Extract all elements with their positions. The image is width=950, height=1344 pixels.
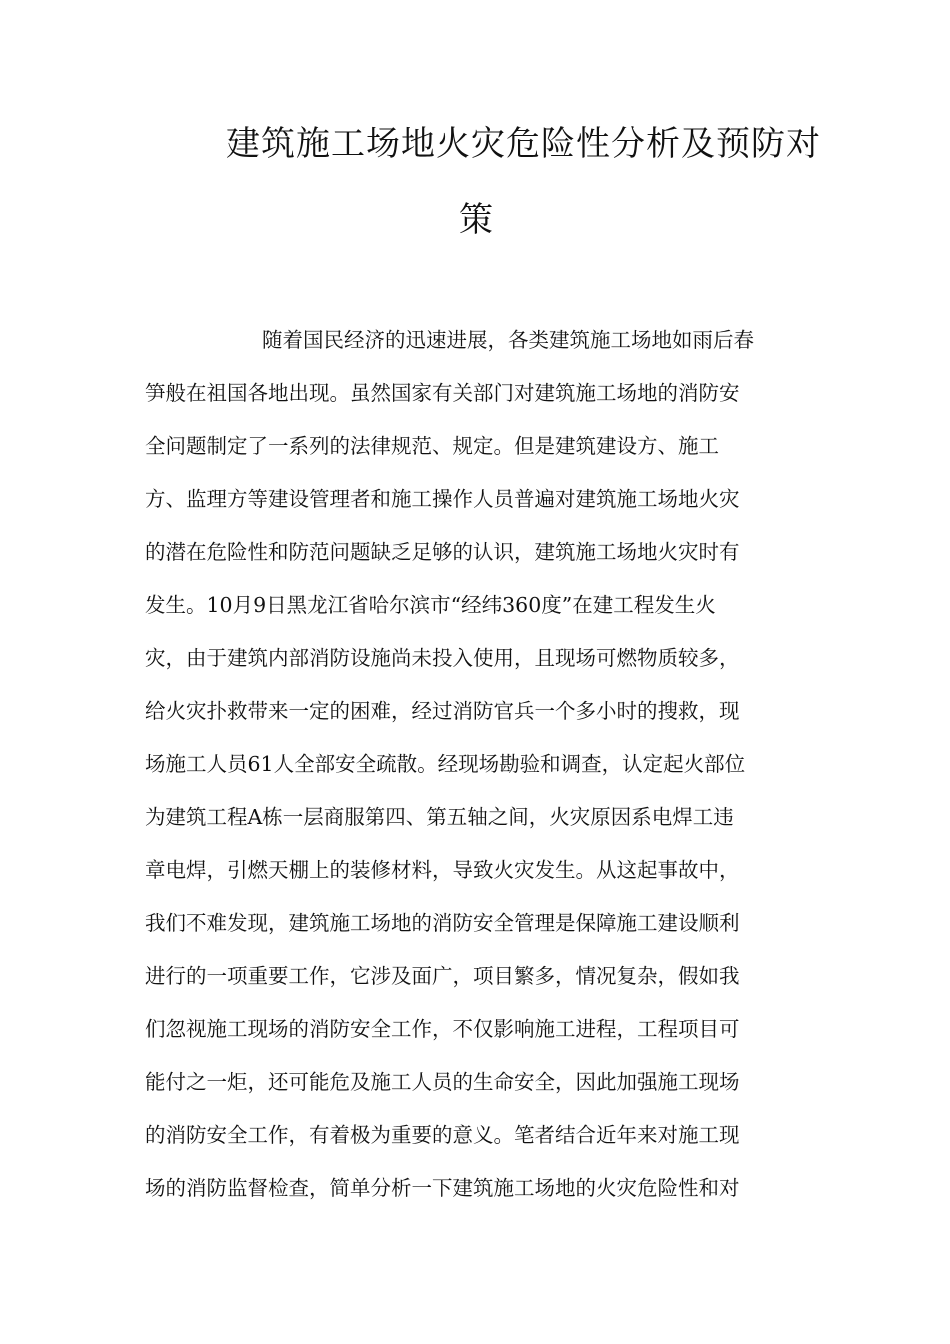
paragraph-line-13: 进行的一项重要工作，它涉及面广，项目繁多，情况复杂，假如我 [145, 964, 740, 988]
paragraph-line-17: 场的消防监督检查，简单分析一下建筑施工场地的火灾危险性和对 [145, 1176, 740, 1200]
paragraph-line-10: 为建筑工程A栋一层商服第四、第五轴之间，火灾原因系电焊工违 [145, 805, 734, 829]
paragraph-line-5: 的潜在危险性和防范问题缺乏足够的认识，建筑施工场地火灾时有 [145, 540, 740, 564]
paragraph-line-2: 笋般在祖国各地出现。虽然国家有关部门对建筑施工场地的消防安 [145, 381, 740, 405]
paragraph-line-9: 场施工人员61人全部安全疏散。经现场勘验和调查，认定起火部位 [145, 752, 746, 776]
document-title-line-1: 建筑施工场地火灾危险性分析及预防对 [226, 124, 821, 164]
paragraph-line-14: 们忽视施工现场的消防安全工作，不仅影响施工进程，工程项目可 [145, 1017, 740, 1041]
paragraph-line-6: 发生。10月9日黑龙江省哈尔滨市“经纬360度”在建工程发生火 [145, 593, 716, 617]
paragraph-line-7: 灾，由于建筑内部消防设施尚未投入使用，且现场可燃物质较多， [145, 646, 740, 670]
paragraph-line-4: 方、监理方等建设管理者和施工操作人员普遍对建筑施工场地火灾 [145, 487, 740, 511]
paragraph-line-8: 给火灾扑救带来一定的困难，经过消防官兵一个多小时的搜救，现 [145, 699, 740, 723]
paragraph-line-11: 章电焊，引燃天棚上的装修材料，导致火灾发生。从这起事故中， [145, 858, 740, 882]
paragraph-line-12: 我们不难发现，建筑施工场地的消防安全管理是保障施工建设顺利 [145, 911, 740, 935]
document-title-line-2: 策 [459, 200, 494, 240]
paragraph-line-1: 随着国民经济的迅速进展，各类建筑施工场地如雨后春 [262, 328, 754, 352]
paragraph-line-16: 的消防安全工作，有着极为重要的意义。笔者结合近年来对施工现 [145, 1123, 740, 1147]
paragraph-line-3: 全问题制定了一系列的法律规范、规定。但是建筑建设方、施工 [145, 434, 719, 458]
paragraph-line-15: 能付之一炬，还可能危及施工人员的生命安全，因此加强施工现场 [145, 1070, 740, 1094]
